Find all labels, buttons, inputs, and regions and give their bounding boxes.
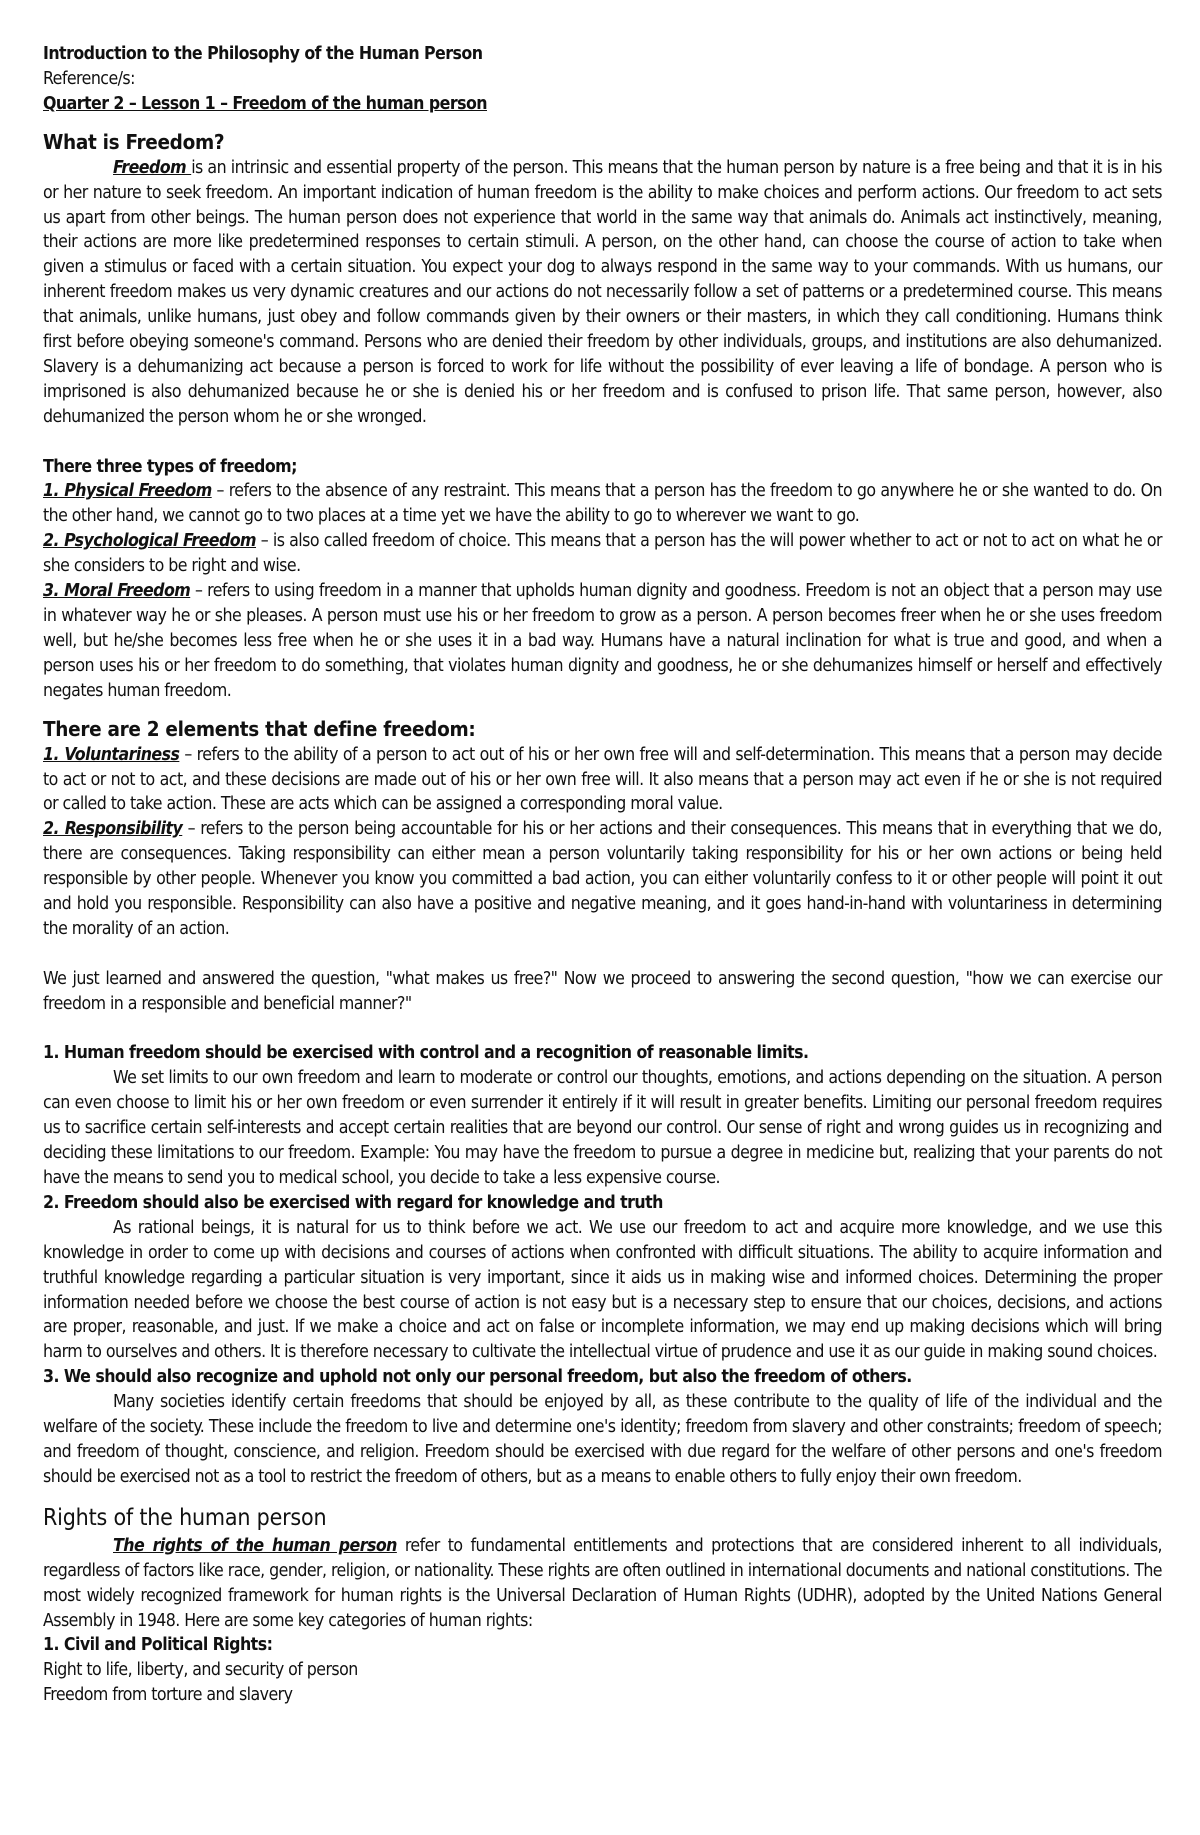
rights-category: 1. Civil and Political Rights: [43,1635,273,1656]
reference-label: Reference/s: [43,68,135,89]
exercise-point-body: We set limits to our own freedom and learn to moderate or control our thoughts, emotions, and actions depending on the situation. A person can even choose to limit his or her own freedom or even surrender it entirely if it will result in greater benefits. Limiting our personal freedom requires us to sacrifice certain self-interests and accept certain realities that are beyond our control. Our sense of right and wrong guides us in recognizing and deciding these limitations to our freedom. Example: You may have the freedom to pursue a degree in medicine but, realizing that your parents do not have the means to send you to medical school, you decide to take a less expensive course. [43,1068,1162,1189]
rights-list-item: Freedom from torture and slavery [43,1685,293,1706]
rights-list-item: Right to life, liberty, and security of person [43,1660,358,1681]
transition-paragraph: We just learned and answered the question, "what makes us free?" Now we proceed to answering the second question, "how we can exercise our freedom in a responsible and beneficial manner?" [43,968,1162,1014]
types-heading: There three types of freedom; [43,456,297,477]
freedom-heading: What is Freedom? [43,129,225,154]
freedom-body: is an intrinsic and essential property of the person. This means that the human person by nature is a free being and that it is in his or her nature to seek freedom. An important indication of human freedom is the ability to make choices and perform actions. Our freedom to act sets us apart from other beings. The human person does not experience that world in the same way that animals do. Animals act instinctively, meaning, their actions are more like predetermined responses to certain stimuli. A person, on the other hand, can choose the course of action to take when given a stimulus or faced with a certain situation. You expect your dog to always respond in the same way to your commands. With us humans, our inherent freedom makes us very dynamic creatures and our actions do not necessarily follow a set of patterns or a predetermined course. This means that animals, unlike humans, just obey and follow commands given by their owners or their masters, in which they call conditioning. Humans think first before obeying someone's command. Persons who are denied their freedom by other individuals, groups, and institutions are also dehumanized. Slavery is a dehumanizing act because a person is forced to work for life without the possibility of ever leaving a life of bondage. A person who is imprisoned is also dehumanized because he or she is denied his or her freedom and is confused to prison life. That same person, however, also dehumanized the person whom he or she wronged. [43,157,1162,427]
course-title: Introduction to the Philosophy of the Human Person [43,44,483,64]
type-text: – refers to using freedom in a manner that upholds human dignity and goodness. Freedom is not an object that a person may use in whatever way he or she pleases. A person must use his or her freedom to grow as a person. A person becomes freer when he or she uses freedom well, but he/she becomes less free when he or she uses it in a bad way. Humans have a natural inclination for what is true and good, and when a person uses his or her freedom to do something, that violates human dignity and goodness, he or she dehumanizes himself or herself and effectively negates human freedom. [43,581,1162,701]
freedom-paragraph [43,156,1162,430]
freedom-term: Freedom [113,157,192,178]
element-item [43,743,1162,818]
type-item [43,529,1162,579]
type-text: – refers to the absence of any restraint. This means that a person has the freedom to go anywhere he or she wanted to do. On the other hand, we cannot go to two places at a time yet we have the ability to go to wherever we want to go. [43,481,1162,527]
element-text: – refers to the ability of a person to act out of his or her own free will and self-determination. This means that a person may decide to act or not to act, and these decisions are made out of his or her own free will. It also means that a person may act even if he or she is not required or called to take action. These are acts which can be assigned a corresponding moral value. [43,744,1162,815]
exercise-point-body: As rational beings, it is natural for us to think before we act. We use our freedom to act and acquire more knowledge, and we use this knowledge in order to come up with decisions and courses of actions when confronted with difficult situations. The ability to acquire information and truthful knowledge regarding a particular situation is very important, since it aids us in making wise and informed choices. Determining the proper information needed before we choose the best course of action is not easy but is a necessary step to ensure that our choices, decisions, and actions are proper, reasonable, and just. If we make a choice and act on false or incomplete information, we may end up making decisions which will bring harm to ourselves and others. It is therefore necessary to cultivate the intellectual virtue of prudence and use it as our guide in making sound choices. [43,1217,1162,1363]
type-term: 3. Moral Freedom [43,581,191,602]
exercise-point-heading: 2. Freedom should also be exercised with regard for knowledge and truth [43,1192,663,1213]
exercise-point-heading: 3. We should also recognize and uphold not only our personal freedom, but also the freedom of others. [43,1367,912,1388]
rights-paragraph [43,1534,1162,1634]
elements-heading: There are 2 elements that define freedom: [43,716,476,741]
type-item [43,479,1162,529]
element-text: – refers to the person being accountable for his or her actions and their consequences. This means that in everything that we do, there are consequences. Taking responsibility can either mean a person voluntarily taking responsibility for his or her own actions or being held responsible by other people. Whenever you know you committed a bad action, you can either voluntarily confess to it or other people will point it out and hold you responsible. Responsibility can also have a positive and negative meaning, and it goes hand-in-hand with voluntariness in determining the morality of an action. [43,819,1162,939]
element-item [43,817,1162,942]
rights-term: The rights of the human person [113,1535,397,1556]
rights-heading: Rights of the human person [43,1504,327,1531]
rights-body: refer to fundamental entitlements and protections that are considered inherent to all individuals, regardless of factors like race, gender, religion, or nationality. These rights are often outlined in international documents and national constitutions. The most widely recognized framework for human rights is the Universal Declaration of Human Rights (UDHR), adopted by the United Nations General Assembly in 1948. Here are some key categories of human rights: [43,1535,1162,1631]
exercise-point-body: Many societies identify certain freedoms that should be enjoyed by all, as these contribute to the quality of life of the individual and the welfare of the society. These include the freedom to live and determine one's identity; freedom from slavery and other constraints; freedom of speech; and freedom of thought, conscience, and religion. Freedom should be exercised with due regard for the welfare of other persons and one's freedom should be exercised not as a tool to restrict the freedom of others, but as a means to enable others to fully enjoy their own freedom. [43,1392,1162,1487]
exercise-point-heading: 1. Human freedom should be exercised with control and a recognition of reasonable limits. [43,1043,809,1064]
lesson-title: Quarter 2 – Lesson 1 – Freedom of the human person [43,93,488,114]
type-term: 2. Psychological Freedom [43,531,257,552]
element-term: 1. Voluntariness [43,744,180,765]
type-text: – is also called freedom of choice. This means that a person has the will power whether to act or not to act on what he or she considers to be right and wise. [43,531,1163,577]
type-item [43,579,1162,704]
type-term: 1. Physical Freedom [43,481,212,502]
element-term: 2. Responsibility [43,819,183,840]
